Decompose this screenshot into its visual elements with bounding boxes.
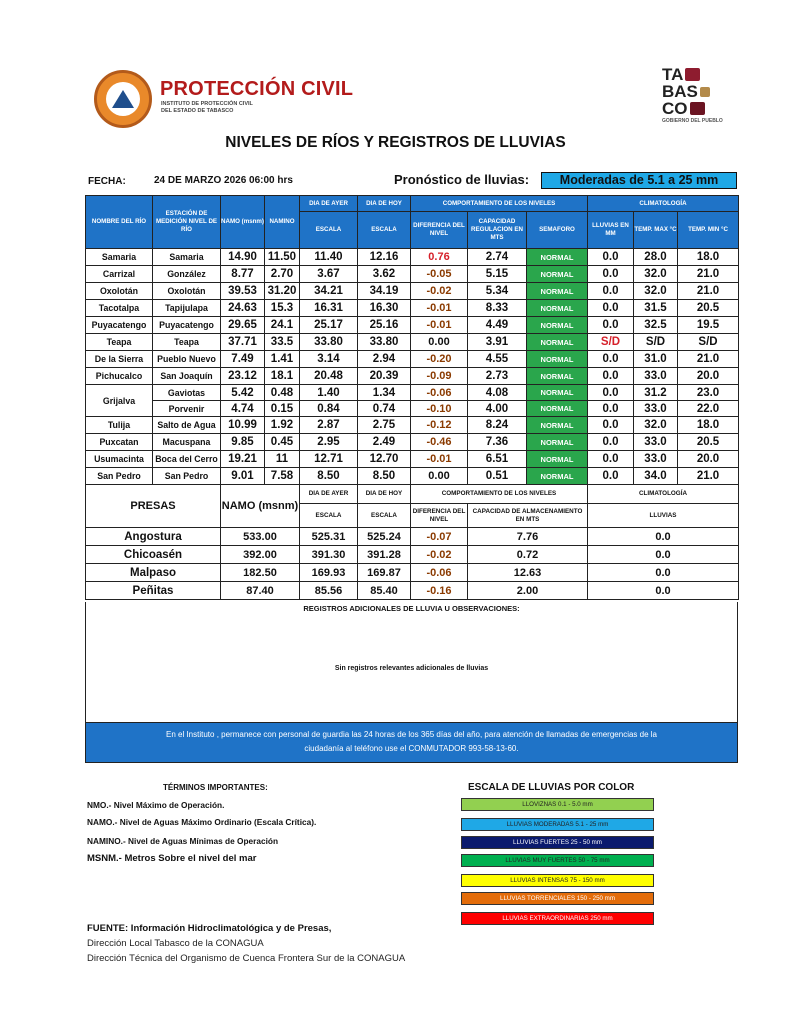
escala-ayer-value: 0.84	[300, 401, 358, 417]
rivers-table	[85, 195, 739, 485]
dam-row	[86, 528, 739, 546]
escala-hoy-value: 2.94	[358, 351, 411, 368]
dam-capacidad: 7.76	[468, 528, 588, 546]
lluvia-value: 0.0	[588, 249, 634, 266]
header-climatologia: CLIMATOLOGÍA	[588, 196, 739, 212]
estacion-name: Boca del Cerro	[153, 451, 221, 468]
estacion-name: Gaviotas	[153, 385, 221, 401]
namino-value: 1.92	[265, 417, 300, 434]
escala-ayer-value: 2.95	[300, 434, 358, 451]
header-capacidad: CAPACIDAD REGULACION EN MTS	[468, 212, 527, 249]
header-presas-lluvias: LLUVIAS	[588, 504, 739, 528]
escala-hoy-value: 34.19	[358, 283, 411, 300]
namino-value: 0.48	[265, 385, 300, 401]
tmax-value: 32.5	[634, 317, 678, 334]
rio-name: Oxolotán	[86, 283, 153, 300]
term-item: MSNM.- Metros Sobre el nivel del mar	[87, 853, 257, 864]
diferencia-value: -0.01	[411, 317, 468, 334]
estacion-name: San Joaquín	[153, 368, 221, 385]
scale-bar: LLUVIAS MUY FUERTES 50 - 75 mm	[461, 854, 654, 867]
tmin-value: 21.0	[678, 266, 739, 283]
namo-value: 39.53	[221, 283, 265, 300]
dam-diferencia: -0.02	[411, 546, 468, 564]
tmin-value: 20.5	[678, 300, 739, 317]
dam-capacidad: 0.72	[468, 546, 588, 564]
header-presas-escala-hoy: ESCALA	[358, 504, 411, 528]
estacion-name: Samaria	[153, 249, 221, 266]
rio-name: Grijalva	[86, 385, 153, 417]
tmax-value: S/D	[634, 334, 678, 351]
escala-hoy-value: 12.16	[358, 249, 411, 266]
diferencia-value: -0.10	[411, 401, 468, 417]
dam-escala-ayer: 85.56	[300, 582, 358, 600]
header-escala-hoy: ESCALA	[358, 212, 411, 249]
tmax-value: 32.0	[634, 283, 678, 300]
dam-lluvia: 0.0	[588, 546, 739, 564]
capacidad-value: 6.51	[468, 451, 527, 468]
semaforo-badge: NORMAL	[527, 249, 588, 266]
river-row	[86, 368, 739, 385]
namino-value: 7.58	[265, 468, 300, 485]
rio-name: Puxcatan	[86, 434, 153, 451]
fuente-line: Dirección Técnica del Organismo de Cuenca Frontera Sur de la CONAGUA	[87, 953, 406, 964]
lluvia-value: 0.0	[588, 401, 634, 417]
dam-escala-hoy: 391.28	[358, 546, 411, 564]
tmin-value: 18.0	[678, 249, 739, 266]
dam-capacidad: 12.63	[468, 564, 588, 582]
namino-value: 24.1	[265, 317, 300, 334]
dam-lluvia: 0.0	[588, 564, 739, 582]
escala-ayer-value: 33.80	[300, 334, 358, 351]
tmax-value: 32.0	[634, 266, 678, 283]
river-row	[86, 385, 739, 401]
header-tmin: TEMP. MIN °C	[678, 212, 739, 249]
escala-hoy-value: 12.70	[358, 451, 411, 468]
namino-value: 18.1	[265, 368, 300, 385]
dam-diferencia: -0.06	[411, 564, 468, 582]
header-dia-hoy: DIA DE HOY	[358, 196, 411, 212]
pronostico-label: Pronóstico de lluvias:	[394, 172, 530, 187]
dam-name: Angostura	[86, 528, 221, 546]
escala-hoy-value: 1.34	[358, 385, 411, 401]
semaforo-badge: NORMAL	[527, 385, 588, 401]
rio-name: San Pedro	[86, 468, 153, 485]
dam-diferencia: -0.16	[411, 582, 468, 600]
dam-namo-value: 87.40	[221, 582, 300, 600]
estacion-name: González	[153, 266, 221, 283]
observations-text: Sin registros relevantes adicionales de lluvias	[334, 665, 489, 672]
fuente-label: FUENTE: Información Hidroclimatológica y de Presas,	[87, 923, 332, 934]
escala-ayer-value: 11.40	[300, 249, 358, 266]
dam-escala-ayer: 169.93	[300, 564, 358, 582]
estacion-name: Salto de Agua	[153, 417, 221, 434]
namo-value: 37.71	[221, 334, 265, 351]
namo-value: 23.12	[221, 368, 265, 385]
header-semaforo: SEMAFORO	[527, 212, 588, 249]
namo-value: 5.42	[221, 385, 265, 401]
tmin-value: 20.0	[678, 451, 739, 468]
scale-bar: LLUVIAS EXTRAORDINARIAS 250 mm	[461, 912, 654, 925]
namo-value: 14.90	[221, 249, 265, 266]
scale-bar: LLUVIAS INTENSAS 75 - 150 mm	[461, 874, 654, 887]
header-presas-dia-ayer: DIA DE AYER	[300, 485, 358, 504]
dam-escala-ayer: 391.30	[300, 546, 358, 564]
escala-hoy-value: 2.75	[358, 417, 411, 434]
semaforo-badge: NORMAL	[527, 368, 588, 385]
escala-ayer-value: 8.50	[300, 468, 358, 485]
estacion-name: Teapa	[153, 334, 221, 351]
capacidad-value: 4.49	[468, 317, 527, 334]
diferencia-value: -0.01	[411, 451, 468, 468]
rio-name: Teapa	[86, 334, 153, 351]
header-diferencia: DIFERENCIA DEL NIVEL	[411, 212, 468, 249]
header-comportamiento: COMPORTAMIENTO DE LOS NIVELES	[411, 196, 588, 212]
semaforo-badge: NORMAL	[527, 417, 588, 434]
river-row	[86, 266, 739, 283]
term-item: NAMO.- Nivel de Aguas Máximo Ordinario (Escala Crítica).	[87, 817, 317, 827]
rio-name: Puyacatengo	[86, 317, 153, 334]
escala-ayer-value: 1.40	[300, 385, 358, 401]
diferencia-value: -0.09	[411, 368, 468, 385]
lluvia-value: 0.0	[588, 385, 634, 401]
dam-escala-hoy: 169.87	[358, 564, 411, 582]
diferencia-value: -0.05	[411, 266, 468, 283]
rio-name: De la Sierra	[86, 351, 153, 368]
header-escala-ayer: ESCALA	[300, 212, 358, 249]
estacion-name: Puyacatengo	[153, 317, 221, 334]
tmin-value: 20.0	[678, 368, 739, 385]
dam-name: Malpaso	[86, 564, 221, 582]
lluvia-value: 0.0	[588, 317, 634, 334]
escala-ayer-value: 2.87	[300, 417, 358, 434]
tabasco-logo: TA BAS CO GOBIERNO DEL PUEBLO	[662, 65, 723, 124]
rio-name: Samaria	[86, 249, 153, 266]
estacion-name: Tapijulapa	[153, 300, 221, 317]
capacidad-value: 2.74	[468, 249, 527, 266]
diferencia-value: -0.01	[411, 300, 468, 317]
escala-ayer-value: 12.71	[300, 451, 358, 468]
semaforo-badge: NORMAL	[527, 283, 588, 300]
estacion-name: San Pedro	[153, 468, 221, 485]
header-presas-climatologia: CLIMATOLOGÍA	[588, 485, 739, 504]
dam-capacidad: 2.00	[468, 582, 588, 600]
scale-bar: LLUVIAS TORRENCIALES 150 - 250 mm	[461, 892, 654, 905]
header-namino: NAMINO	[265, 196, 300, 249]
guard-note: En el Instituto , permanece con personal de guardia las 24 horas de los 365 días del año, para atención de llamadas de emergencias de la ciudadanía al teléfono use el CONMUTADOR 993-58-13-60.	[85, 722, 738, 763]
org-title: PROTECCIÓN CIVIL	[160, 78, 354, 100]
diferencia-value: 0.76	[411, 249, 468, 266]
escala-ayer-value: 3.67	[300, 266, 358, 283]
capacidad-value: 8.33	[468, 300, 527, 317]
fuente-line: Dirección Local Tabasco de la CONAGUA	[87, 938, 264, 949]
namino-value: 11	[265, 451, 300, 468]
namino-value: 11.50	[265, 249, 300, 266]
capacidad-value: 5.34	[468, 283, 527, 300]
semaforo-badge: NORMAL	[527, 334, 588, 351]
diferencia-value: -0.20	[411, 351, 468, 368]
namo-value: 7.49	[221, 351, 265, 368]
namino-value: 0.45	[265, 434, 300, 451]
rio-name: Tacotalpa	[86, 300, 153, 317]
header-presas-capacidad: CAPACIDAD DE ALMACENAMIENTO EN MTS	[468, 504, 588, 528]
tmin-value: S/D	[678, 334, 739, 351]
escala-hoy-value: 16.30	[358, 300, 411, 317]
river-row	[86, 468, 739, 485]
lluvia-value: 0.0	[588, 283, 634, 300]
dams-table	[85, 484, 739, 600]
observations-box	[85, 602, 738, 723]
semaforo-badge: NORMAL	[527, 434, 588, 451]
capacidad-value: 8.24	[468, 417, 527, 434]
escala-ayer-value: 3.14	[300, 351, 358, 368]
tmin-value: 19.5	[678, 317, 739, 334]
escala-ayer-value: 16.31	[300, 300, 358, 317]
header-presas: PRESAS	[86, 485, 221, 528]
header-tmax: TEMP. MAX °C	[634, 212, 678, 249]
tmax-value: 31.5	[634, 300, 678, 317]
tmax-value: 33.0	[634, 451, 678, 468]
namo-value: 4.74	[221, 401, 265, 417]
escala-hoy-value: 8.50	[358, 468, 411, 485]
tmax-value: 33.0	[634, 434, 678, 451]
semaforo-badge: NORMAL	[527, 468, 588, 485]
namo-value: 9.01	[221, 468, 265, 485]
dam-escala-ayer: 525.31	[300, 528, 358, 546]
proteccion-civil-logo	[94, 70, 152, 128]
tmax-value: 33.0	[634, 368, 678, 385]
estacion-name: Pueblo Nuevo	[153, 351, 221, 368]
capacidad-value: 0.51	[468, 468, 527, 485]
dam-name: Chicoasén	[86, 546, 221, 564]
river-row	[86, 283, 739, 300]
escala-hoy-value: 25.16	[358, 317, 411, 334]
dam-diferencia: -0.07	[411, 528, 468, 546]
dam-name: Peñitas	[86, 582, 221, 600]
diferencia-value: -0.02	[411, 283, 468, 300]
dam-row	[86, 564, 739, 582]
dam-escala-hoy: 525.24	[358, 528, 411, 546]
diferencia-value: 0.00	[411, 334, 468, 351]
tmax-value: 33.0	[634, 401, 678, 417]
escala-ayer-value: 34.21	[300, 283, 358, 300]
river-row	[86, 434, 739, 451]
lluvia-value: 0.0	[588, 300, 634, 317]
tmin-value: 18.0	[678, 417, 739, 434]
rio-name: Usumacinta	[86, 451, 153, 468]
escala-hoy-value: 20.39	[358, 368, 411, 385]
namo-value: 29.65	[221, 317, 265, 334]
namino-value: 2.70	[265, 266, 300, 283]
escala-hoy-value: 2.49	[358, 434, 411, 451]
tmax-value: 28.0	[634, 249, 678, 266]
scale-bar: LLUVIAS FUERTES 25 - 50 mm	[461, 836, 654, 849]
fecha-value: 24 DE MARZO 2026 06:00 hrs	[154, 175, 293, 186]
river-row	[86, 401, 739, 417]
dam-row	[86, 582, 739, 600]
namo-value: 19.21	[221, 451, 265, 468]
lluvia-value: S/D	[588, 334, 634, 351]
escala-hoy-value: 3.62	[358, 266, 411, 283]
dam-lluvia: 0.0	[588, 582, 739, 600]
dam-lluvia: 0.0	[588, 528, 739, 546]
diferencia-value: -0.12	[411, 417, 468, 434]
namino-value: 1.41	[265, 351, 300, 368]
escala-hoy-value: 0.74	[358, 401, 411, 417]
header-presas-diferencia: DIFERENCIA DEL NIVEL	[411, 504, 468, 528]
page-title: NIVELES DE RÍOS Y REGISTROS DE LLUVIAS	[225, 134, 566, 151]
tmin-value: 21.0	[678, 351, 739, 368]
tmax-value: 31.0	[634, 351, 678, 368]
capacidad-value: 4.00	[468, 401, 527, 417]
lluvia-value: 0.0	[588, 368, 634, 385]
semaforo-badge: NORMAL	[527, 401, 588, 417]
lluvia-value: 0.0	[588, 417, 634, 434]
namo-value: 24.63	[221, 300, 265, 317]
header-presas-comportamiento: COMPORTAMIENTO DE LOS NIVELES	[411, 485, 588, 504]
tmin-value: 21.0	[678, 283, 739, 300]
terms-title: TÉRMINOS IMPORTANTES:	[163, 783, 268, 792]
tmax-value: 34.0	[634, 468, 678, 485]
lluvia-value: 0.0	[588, 434, 634, 451]
header-estacion: ESTACIÓN DE MEDICIÓN NIVEL DE RÍO	[153, 196, 221, 249]
lluvia-value: 0.0	[588, 468, 634, 485]
namino-value: 33.5	[265, 334, 300, 351]
capacidad-value: 3.91	[468, 334, 527, 351]
term-item: NMO.- Nivel Máximo de Operación.	[87, 800, 225, 810]
river-row	[86, 351, 739, 368]
semaforo-badge: NORMAL	[527, 351, 588, 368]
tmin-value: 22.0	[678, 401, 739, 417]
river-row	[86, 417, 739, 434]
river-row	[86, 249, 739, 266]
rio-name: Pichucalco	[86, 368, 153, 385]
river-row	[86, 334, 739, 351]
header-nombre-rio: NOMBRE DEL RÍO	[86, 196, 153, 249]
capacidad-value: 7.36	[468, 434, 527, 451]
capacidad-value: 2.73	[468, 368, 527, 385]
lluvia-value: 0.0	[588, 351, 634, 368]
namo-value: 10.99	[221, 417, 265, 434]
dam-namo-value: 182.50	[221, 564, 300, 582]
header-presas-dia-hoy: DIA DE HOY	[358, 485, 411, 504]
semaforo-badge: NORMAL	[527, 317, 588, 334]
pronostico-value: Moderadas de 5.1 a 25 mm	[541, 172, 737, 189]
semaforo-badge: NORMAL	[527, 300, 588, 317]
scale-title: ESCALA DE LLUVIAS POR COLOR	[468, 782, 635, 793]
estacion-name: Oxolotán	[153, 283, 221, 300]
capacidad-value: 4.08	[468, 385, 527, 401]
fecha-label: FECHA:	[88, 176, 126, 187]
dam-escala-hoy: 85.40	[358, 582, 411, 600]
namo-value: 8.77	[221, 266, 265, 283]
capacidad-value: 5.15	[468, 266, 527, 283]
dam-row	[86, 546, 739, 564]
diferencia-value: 0.00	[411, 468, 468, 485]
estacion-name: Porvenir	[153, 401, 221, 417]
tmin-value: 20.5	[678, 434, 739, 451]
namino-value: 15.3	[265, 300, 300, 317]
river-row	[86, 451, 739, 468]
header-lluvias: LLUVIAS EN MM	[588, 212, 634, 249]
dam-namo-value: 392.00	[221, 546, 300, 564]
tmin-value: 23.0	[678, 385, 739, 401]
river-row	[86, 317, 739, 334]
header-namo: NAMO (msnm)	[221, 196, 265, 249]
capacidad-value: 4.55	[468, 351, 527, 368]
tmax-value: 32.0	[634, 417, 678, 434]
lluvia-value: 0.0	[588, 451, 634, 468]
namino-value: 31.20	[265, 283, 300, 300]
header-presas-namo: NAMO (msnm)	[221, 485, 300, 528]
term-item: NAMINO.- Nivel de Aguas Mínimas de Operación	[87, 836, 279, 846]
scale-bar: LLOVIZNAS 0.1 - 5.0 mm	[461, 798, 654, 811]
diferencia-value: -0.46	[411, 434, 468, 451]
observations-title: REGISTROS ADICIONALES DE LLUVIA U OBSERVACIONES:	[303, 604, 520, 613]
tmin-value: 21.0	[678, 468, 739, 485]
header-dia-ayer: DIA DE AYER	[300, 196, 358, 212]
semaforo-badge: NORMAL	[527, 451, 588, 468]
org-subtitle: INSTITUTO DE PROTECCIÓN CIVIL DEL ESTADO DE TABASCO	[161, 101, 253, 114]
lluvia-value: 0.0	[588, 266, 634, 283]
tmax-value: 31.2	[634, 385, 678, 401]
semaforo-badge: NORMAL	[527, 266, 588, 283]
rio-name: Tulija	[86, 417, 153, 434]
escala-hoy-value: 33.80	[358, 334, 411, 351]
escala-ayer-value: 25.17	[300, 317, 358, 334]
rio-name: Carrizal	[86, 266, 153, 283]
river-row	[86, 300, 739, 317]
diferencia-value: -0.06	[411, 385, 468, 401]
scale-bar: LLUVIAS MODERADAS 5.1 - 25 mm	[461, 818, 654, 831]
header-presas-escala-ayer: ESCALA	[300, 504, 358, 528]
estacion-name: Macuspana	[153, 434, 221, 451]
escala-ayer-value: 20.48	[300, 368, 358, 385]
namo-value: 9.85	[221, 434, 265, 451]
dam-namo-value: 533.00	[221, 528, 300, 546]
namino-value: 0.15	[265, 401, 300, 417]
